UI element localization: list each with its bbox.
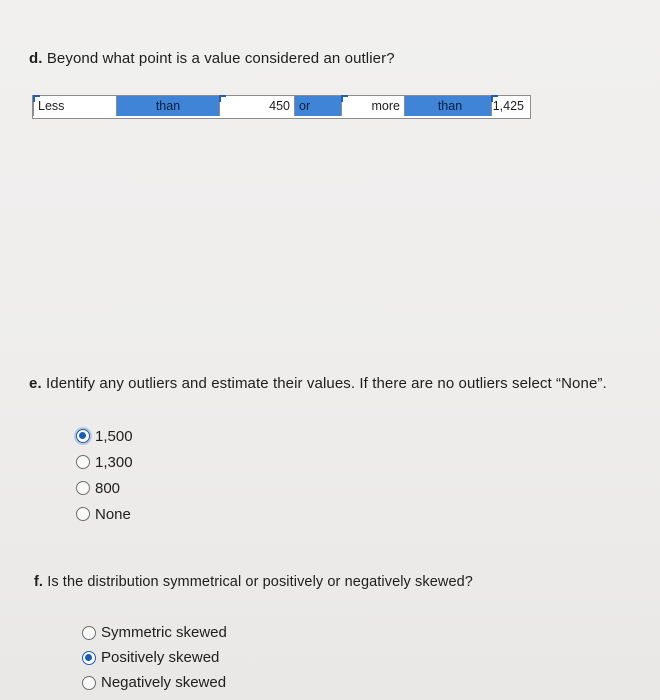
dropdown-corner-icon	[341, 95, 348, 102]
less-label: Less	[38, 99, 65, 113]
option-label: 1,500	[95, 427, 133, 445]
less-dropdown[interactable]	[33, 96, 117, 116]
dropdown-corner-icon	[33, 95, 40, 102]
question-f-text: Is the distribution symmetrical or positively or negatively skewed?	[47, 574, 473, 590]
question-d-letter: d.	[29, 50, 43, 67]
radio-selected-icon[interactable]	[82, 651, 96, 665]
outlier-fence-row	[32, 95, 531, 119]
or-dropdown[interactable]	[295, 96, 341, 116]
than-label: than	[155, 99, 181, 113]
option-800[interactable]	[76, 475, 133, 501]
question-e-text: Identify any outliers and estimate their values. If there are no outliers select “None”.	[46, 375, 607, 392]
option-label: 800	[95, 479, 121, 497]
option-symmetric[interactable]	[82, 620, 227, 645]
outlier-options	[76, 423, 133, 527]
radio-selected-icon[interactable]	[76, 429, 90, 443]
more-than-label: than	[437, 99, 463, 113]
question-d-prompt	[29, 50, 395, 67]
more-dropdown[interactable]	[341, 96, 405, 116]
upper-fence-input[interactable]	[491, 96, 528, 116]
option-1300[interactable]	[76, 449, 133, 475]
option-negatively-skewed[interactable]	[82, 670, 227, 695]
radio-icon[interactable]	[82, 676, 96, 690]
more-than-dropdown[interactable]	[405, 96, 491, 116]
lower-fence-input[interactable]	[219, 96, 295, 116]
option-1500[interactable]	[76, 423, 133, 449]
question-f-letter: f.	[34, 574, 44, 590]
upper-fence-value: 1,425	[492, 99, 524, 113]
than-dropdown[interactable]	[117, 96, 219, 116]
radio-icon[interactable]	[82, 626, 96, 640]
option-label: None	[95, 505, 131, 523]
lower-fence-value: 450	[269, 99, 290, 113]
option-label: Negatively skewed	[101, 674, 227, 691]
option-none[interactable]	[76, 501, 133, 527]
question-d-text: Beyond what point is a value considered an outlier?	[46, 50, 395, 67]
question-e-letter: e.	[29, 375, 42, 392]
input-corner-icon	[491, 95, 498, 102]
question-e-prompt	[29, 375, 607, 392]
option-label: Positively skewed	[101, 649, 220, 666]
option-label: Symmetric skewed	[101, 624, 227, 641]
radio-icon[interactable]	[76, 455, 90, 469]
radio-icon[interactable]	[76, 481, 90, 495]
input-corner-icon	[219, 95, 226, 102]
radio-icon[interactable]	[76, 507, 90, 521]
question-f-prompt	[34, 574, 473, 590]
option-label: 1,300	[95, 453, 133, 471]
skew-options	[82, 620, 227, 695]
more-label: more	[371, 99, 400, 113]
or-label: or	[299, 99, 311, 113]
option-positively-skewed[interactable]	[82, 645, 227, 670]
